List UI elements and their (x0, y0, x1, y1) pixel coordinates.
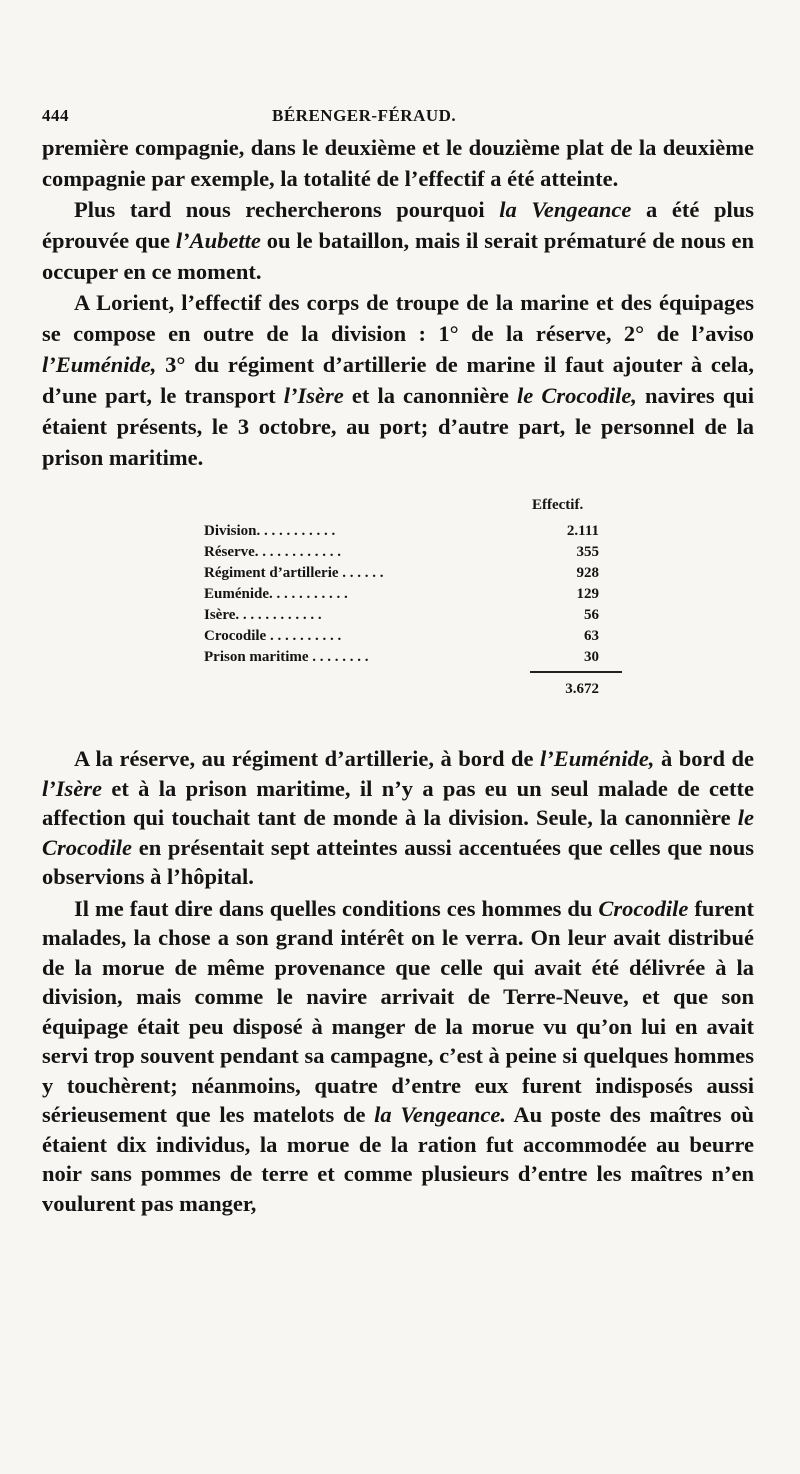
table-row: Régiment d’artillerie . . . . . . 928 (204, 565, 599, 581)
running-title: BÉRENGER-FÉRAUD. (272, 106, 457, 125)
total-rule (530, 671, 622, 673)
table-row: Crocodile . . . . . . . . . . 63 (204, 628, 599, 644)
table-row: Isère. . . . . . . . . . . . 56 (204, 607, 599, 623)
paragraph-lorient: A Lorient, l’effectif des corps de troupe de la marine et des équipages se compose en outre de la division : 1° de la réserve, 2° de l’aviso l’Euménide, 3° du régiment d’artillerie de marine il faut ajouter à cela, d’une part, le transport l’Isère et la canonnière le Crocodile, navires qui étaient présents, le 3 octobre, au port; d’autre part, le personnel de la prison maritime. (42, 290, 754, 470)
running-head (42, 102, 754, 132)
table-row: Division. . . . . . . . . . . 2.111 (204, 523, 599, 539)
effectif-table (42, 477, 754, 742)
table-column-header: Effectif. (532, 497, 584, 513)
paragraph-reserve: A la réserve, au régiment d’artillerie, à bord de l’Euménide, à bord de l’Isère et à la prison maritime, il n’y a pas eu un seul malade de cette affection qui touchait tant de monde à la division. Seule, la canonnière le Crocodile en présentait sept atteintes aussi accentuées que celles que nous observions à l’hôpital. (42, 746, 755, 889)
table-row: Euménide. . . . . . . . . . . 129 (204, 586, 599, 602)
paragraph-vengeance: Plus tard nous rechercherons pourquoi la Vengeance a été plus éprouvée que l’Aubette ou le bataillon, mais il serait prématuré de nous en occuper en ce moment. (42, 197, 754, 284)
paragraph-crocodile: Il me faut dire dans quelles conditions ces hommes du Crocodile furent malades, la chose a son grand intérêt on le verra. On leur avait distribué de la morue de même provenance que celle qui avait été délivrée à la division, mais comme le navire arrivait de Terre-Neuve, et que son équipage était peu disposé à manger de la morue vu qu’on lui en avait servi trop souvent pendant sa campagne, c’est à peine si quelques hommes y touchèrent; néanmoins, quatre d’entre eux furent indisposés aussi sérieusement que les matelots de la Vengeance. Au poste des maîtres où étaient dix individus, la morue de la ration fut accommodée au beurre noir sans pommes de terre et comme plusieurs d’entre les maîtres n’en voulurent pas manger, (42, 895, 754, 1216)
page-number: 444 (42, 106, 69, 125)
table-row: Prison maritime . . . . . . . . 30 (204, 649, 599, 665)
paragraph-continuation: première compagnie, dans le deuxième et le douzième plat de la deuxième compagnie par exemple, la totalité de l’effectif a été atteinte. (42, 135, 754, 191)
table-row: Réserve. . . . . . . . . . . . 355 (204, 544, 599, 560)
book-page (42, 102, 754, 1218)
table-total: 3.672 (565, 681, 599, 697)
